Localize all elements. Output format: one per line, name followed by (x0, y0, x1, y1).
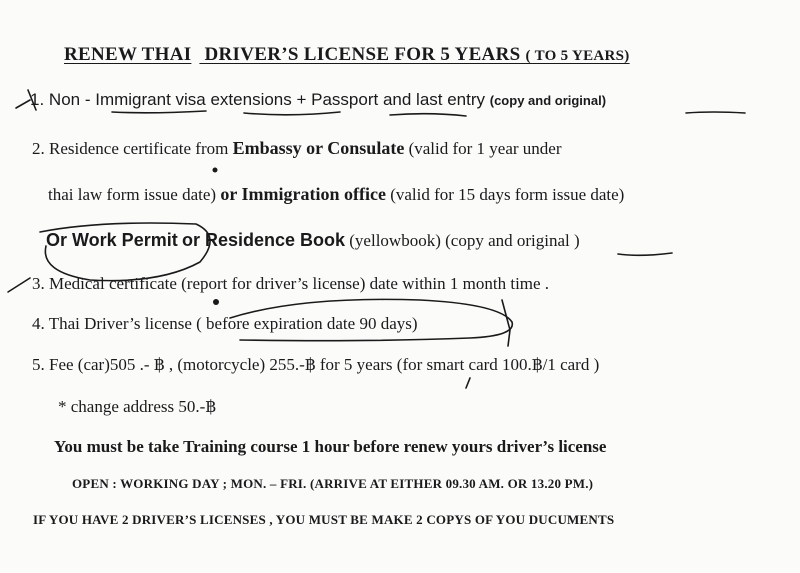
item-1-note: (copy and original) (489, 93, 607, 108)
item-4-number: 4. (32, 314, 45, 333)
item-5-number: 5. (32, 355, 45, 374)
item-5 (32, 355, 599, 375)
open-hours: OPEN : WORKING DAY ; MON. – FRI. (ARRIVE AT EITHER 09.30 AM. OR 13.20 PM.) (72, 476, 594, 491)
item-1 (30, 90, 606, 110)
item-2-text-a: Residence certificate from (49, 139, 229, 158)
title-part-1: RENEW THAI (64, 44, 192, 65)
item-2-line-1 (32, 138, 562, 159)
check-mark-item-3 (8, 278, 30, 292)
item-5-sub (58, 397, 216, 417)
item-2-line-2 (48, 184, 624, 205)
item-2-text-c: thai law form issue date) (48, 185, 217, 204)
item-2-residence-book: or Residence Book (181, 230, 346, 250)
underline-passport (390, 114, 466, 116)
item-5-change-address: * change address 50.-฿ (58, 397, 217, 416)
underline-immigrant (112, 111, 206, 113)
item-2-immigration: or Immigration office (220, 184, 386, 204)
page-title (64, 44, 774, 66)
bracket-tick (502, 300, 510, 346)
item-3-text: Medical certificate (report for driver’s license) date within 1 month time . (49, 274, 550, 293)
underline-original-2 (618, 253, 672, 255)
item-2-text-b: (valid for 1 year under (408, 139, 562, 158)
item-1-number: 1. (30, 90, 45, 109)
pen-dot-1 (213, 299, 219, 305)
item-4 (32, 314, 418, 334)
item-2-embassy: Embassy or Consulate (232, 138, 405, 158)
item-3-number: 3. (32, 274, 45, 293)
title-part-2: DRIVER’S LICENSE FOR 5 YEARS (204, 44, 521, 65)
pen-dot-2 (213, 168, 218, 173)
item-3 (32, 274, 549, 294)
item-2-line-3 (46, 230, 580, 251)
item-1-text-c: Passport and last entry (311, 90, 486, 109)
item-2-text-e: (yellowbook) (copy and original ) (349, 231, 580, 250)
underline-original (686, 112, 745, 113)
title-part-3: ( TO 5 YEARS) (525, 48, 630, 64)
training-notice: You must be take Training course 1 hour before renew yours driver’s license (54, 437, 607, 456)
item-1-text-a: Non - (48, 90, 91, 109)
item-2-text-d: (valid for 15 days form issue date) (390, 185, 625, 204)
item-2-work-permit: Or Work Permit (46, 230, 178, 250)
stroke-item-5 (466, 378, 470, 388)
item-5-text: Fee (car)505 .- ฿ , (motorcycle) 255.-฿ for 5 years (for smart card 100.฿/1 card ) (49, 355, 600, 374)
item-2-number: 2. (32, 139, 45, 158)
item-4-text: Thai Driver’s license ( before expiration date 90 days) (48, 314, 418, 333)
item-1-text-b: Immigrant visa extensions + (95, 90, 307, 109)
two-licenses-notice: IF YOU HAVE 2 DRIVER’S LICENSES , YOU MUST BE MAKE 2 COPYS OF YOU DUCUMENTS (33, 512, 615, 527)
underline-visa (244, 112, 340, 115)
